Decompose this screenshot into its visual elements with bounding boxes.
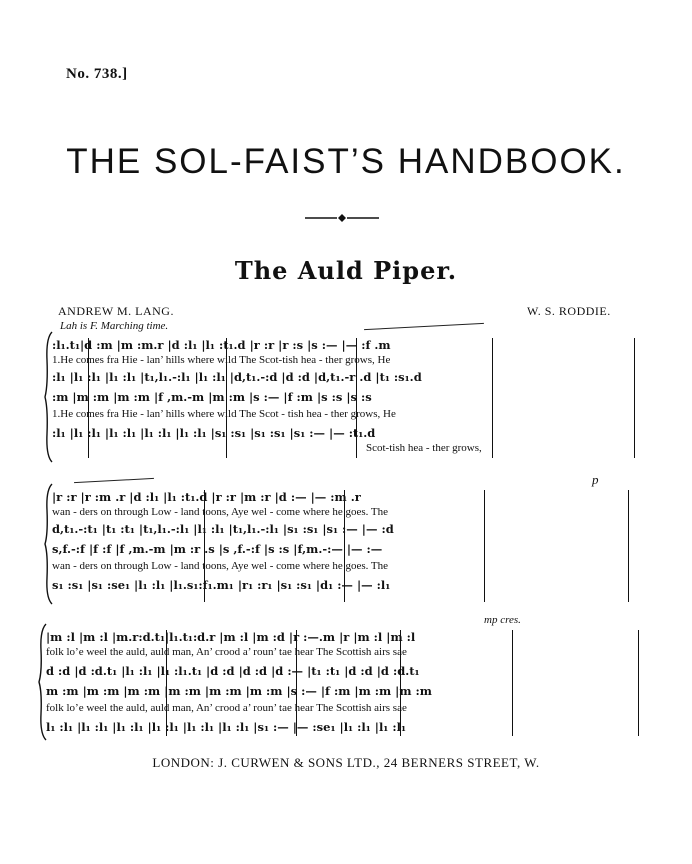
bar-line [484, 490, 485, 602]
treble-solfa-line: |m :l |m :l |m.r:d.t₁|l₁.t₁:d.r |m :l |m :d |r :—.m |r |m :l |m :l [46, 630, 416, 644]
tenor-solfa-line: m :m |m :m |m :m |m :m |m :m |m :m |s :— |f :m |m :m |m :m [46, 684, 432, 698]
song-title: The Auld Piper. [234, 256, 458, 285]
bar-line [492, 338, 493, 458]
lyric-line: 1.He comes fra Hie - lan’ hills where wild The Scot-tish hea - ther grows, He [52, 354, 391, 366]
bass-solfa-line: s₁ :s₁ |s₁ :se₁ |l₁ :l₁ |l₁.s₁:f₁.m₁ |r₁ :r₁ |s₁ :s₁ |d₁ :— |— :l₁ [52, 578, 391, 592]
treble-solfa-line: |r :r |r :m .r |d :l₁ |l₁ :t₁.d |r :r |m :r |d :— |— :m .r [52, 490, 361, 504]
notation-system-3 [38, 614, 648, 742]
bass-solfa-line: :l₁ |l₁ :l₁ |l₁ :l₁ |l₁ :l₁ |l₁ :l₁ |s₁ :s₁ |s₁ :s₁ |s₁ :— |— :t₁.d [52, 426, 376, 440]
lyric-line: folk lo’e weel the auld, auld man, An’ crood a’ roun’ tae hear The Scottish airs sae [46, 646, 407, 658]
lyric-line-echo: Scot-tish hea - ther grows, [366, 442, 482, 454]
composer-credit: ANDREW M. LANG. [58, 304, 174, 318]
dynamic-marking: mp cres. [484, 614, 521, 626]
bar-line [512, 630, 513, 736]
book-title: THE SOL-FAIST’S HANDBOOK. [66, 142, 626, 181]
treble-solfa-line: :l₁.t₁|d :m |m :m.r |d :l₁ |l₁ :t₁.d |r :r |r :s |s :— |— :f .m [52, 338, 391, 352]
lyric-line: wan - ders on through Low - land toons, Aye wel - come where he goes. The [52, 506, 389, 518]
notation-system-1 [44, 330, 644, 464]
key-signature: Lah is F. Marching time. [60, 320, 169, 332]
alto-solfa-line: :l₁ |l₁ :l₁ |l₁ :l₁ |t₁,l₁.-:l₁ |l₁ :l₁ |d,t₁.-:d |d :d |d,t₁.-r .d |t₁ :s₁.d [52, 370, 422, 384]
notation-system-2 [44, 472, 644, 606]
lyric-line: wan - ders on through Low - land toons, Aye wel - come where he goes. The [52, 560, 389, 572]
tenor-solfa-line: :m |m :m |m :m |f ,m.-m |m :m |s :— |f :m |s :s |s :s [52, 390, 372, 404]
bar-line [628, 490, 629, 602]
alto-solfa-line: d,t₁.-:t₁ |t₁ :t₁ |t₁,l₁.-:l₁ |l₁ :l₁ |t₁,l₁.-:l₁ |s₁ :s₁ |s₁ :— |— :d [52, 522, 394, 536]
publisher-imprint: LONDON: J. CURWEN & SONS LTD., 24 BERNERS STREET, W. [152, 755, 540, 770]
arranger-credit: W. S. RODDIE. [527, 304, 611, 318]
tenor-solfa-line: s,f.-:f |f :f |f ,m.-m |m :r .s |s ,f.-:f |s :s |f,m.-:— |— :— [52, 542, 383, 556]
bass-solfa-line: l₁ :l₁ |l₁ :l₁ |l₁ :l₁ |l₁ :l₁ |l₁ :l₁ |l₁ :l₁ |s₁ :— |— :se₁ |l₁ :l₁ |l₁ :l₁ [46, 720, 406, 734]
title-ornament [305, 214, 379, 222]
alto-solfa-line: d :d |d :d.t₁ |l₁ :l₁ |l₁ :l₁.t₁ |d :d |d :d |d :— |t₁ :t₁ |d :d |d :d.t₁ [46, 664, 420, 678]
crescendo-mark [364, 323, 484, 330]
bar-line [638, 630, 639, 736]
crescendo-mark [74, 478, 154, 483]
lyric-line: 1.He comes fra Hie - lan’ hills where wild The Scot - tish hea - ther grows, He [52, 408, 396, 420]
catalog-number: No. 738.] [66, 66, 128, 82]
lyric-line: folk lo’e weel the auld, auld man, An’ crood a’ roun’ tae hear The Scottish airs sae [46, 702, 407, 714]
bar-line [634, 338, 635, 458]
dynamic-marking: p [592, 472, 599, 487]
